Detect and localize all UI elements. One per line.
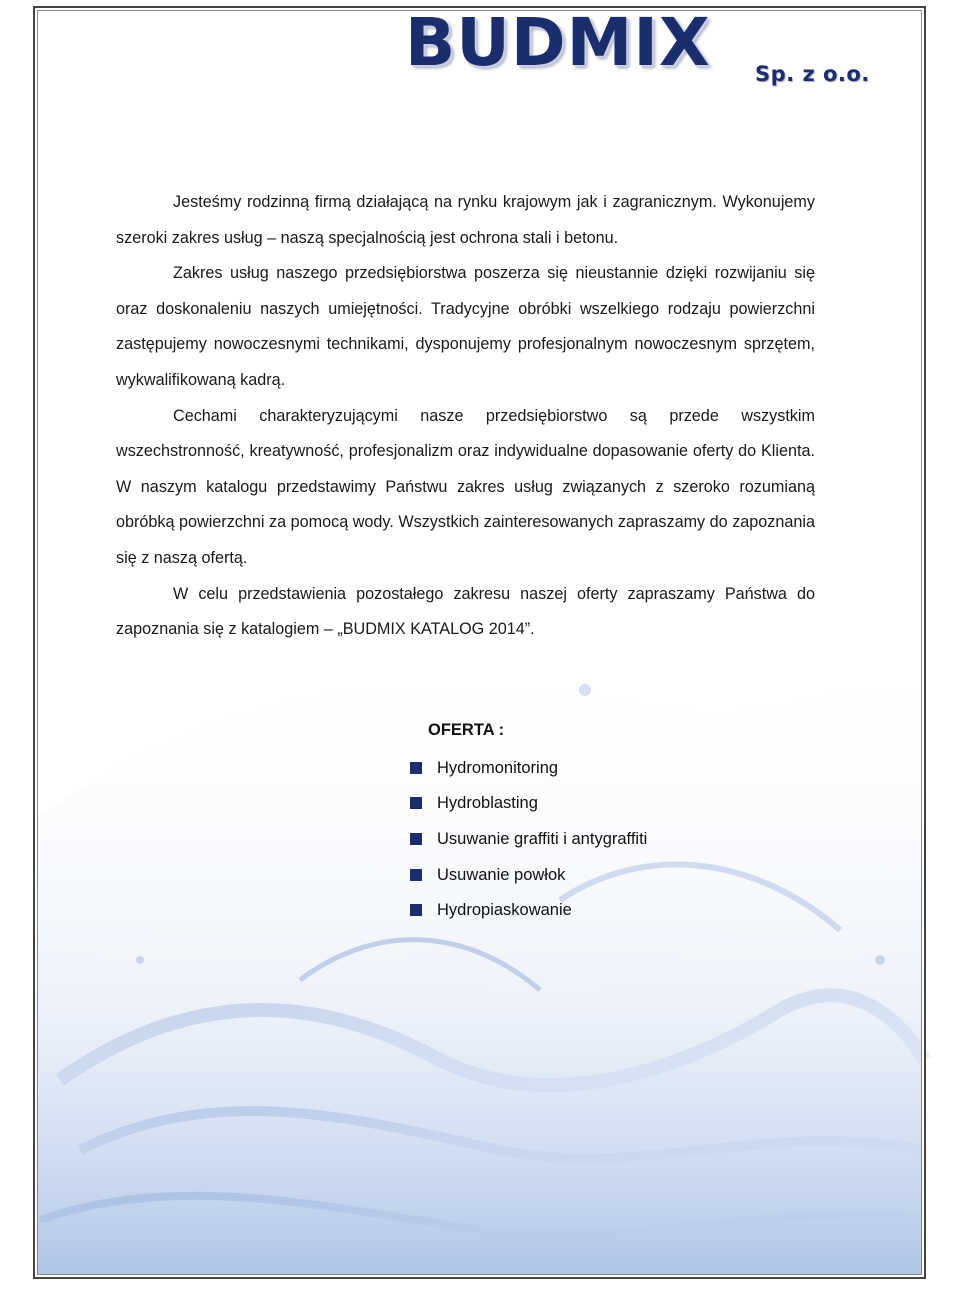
paragraph-features: Cechami charakteryzującymi nasze przedsiębiorstwo są przede wszystkim wszechstronność, kreatywność, profesjonalizm oraz indywidualne dopasowanie oferty do Klienta. W naszym katalogu przedstawimy Państwu zakres usług związanych z szeroko rozumianą obróbką powierzchni za pomocą wody. Wszystkich zainteresowanych zapraszamy do zapoznania się z naszą ofertą. bbox=[116, 406, 815, 567]
offer-list bbox=[410, 750, 647, 928]
offer-heading: OFERTA : bbox=[428, 721, 505, 739]
square-bullet-icon bbox=[410, 797, 422, 809]
paragraph-intro: Jesteśmy rodzinną firmą działającą na rynku krajowym jak i zagranicznym. Wykonujemy szeroki zakres usług – naszą specjalnością jest ochrona stali i betonu. bbox=[116, 193, 815, 247]
square-bullet-icon bbox=[410, 869, 422, 881]
company-logo-suffix: Sp. z o.o. bbox=[755, 62, 870, 86]
offer-item-label: Usuwanie graffiti i antygraffiti bbox=[437, 829, 648, 848]
list-item bbox=[410, 892, 647, 928]
offer-item-label: Hydropiaskowanie bbox=[437, 901, 572, 920]
list-item bbox=[410, 857, 647, 893]
square-bullet-icon bbox=[410, 904, 422, 916]
list-item bbox=[410, 786, 647, 822]
company-logo: BUDMIX bbox=[405, 4, 711, 81]
square-bullet-icon bbox=[410, 762, 422, 774]
paragraph-catalog: W celu przedstawienia pozostałego zakresu naszej oferty zapraszamy Państwa do zapoznania się z katalogiem – „BUDMIX KATALOG 2014”. bbox=[116, 584, 815, 639]
intro-text bbox=[116, 185, 815, 648]
list-item bbox=[410, 750, 647, 786]
list-item bbox=[410, 821, 647, 857]
offer-item-label: Usuwanie powłok bbox=[437, 865, 566, 884]
square-bullet-icon bbox=[410, 833, 422, 845]
paragraph-services: Zakres usług naszego przedsiębiorstwa poszerza się nieustannie dzięki rozwijaniu się oraz doskonaleniu naszych umiejętności. Tradycyjne obróbki wszelkiego rodzaju powierzchni zastępujemy nowoczesnymi technikami, dysponujemy profesjonalnym nowoczesnym sprzętem, wykwalifikowaną kadrą. bbox=[116, 264, 815, 389]
offer-item-label: Hydromonitoring bbox=[437, 758, 559, 777]
offer-item-label: Hydroblasting bbox=[437, 794, 538, 813]
